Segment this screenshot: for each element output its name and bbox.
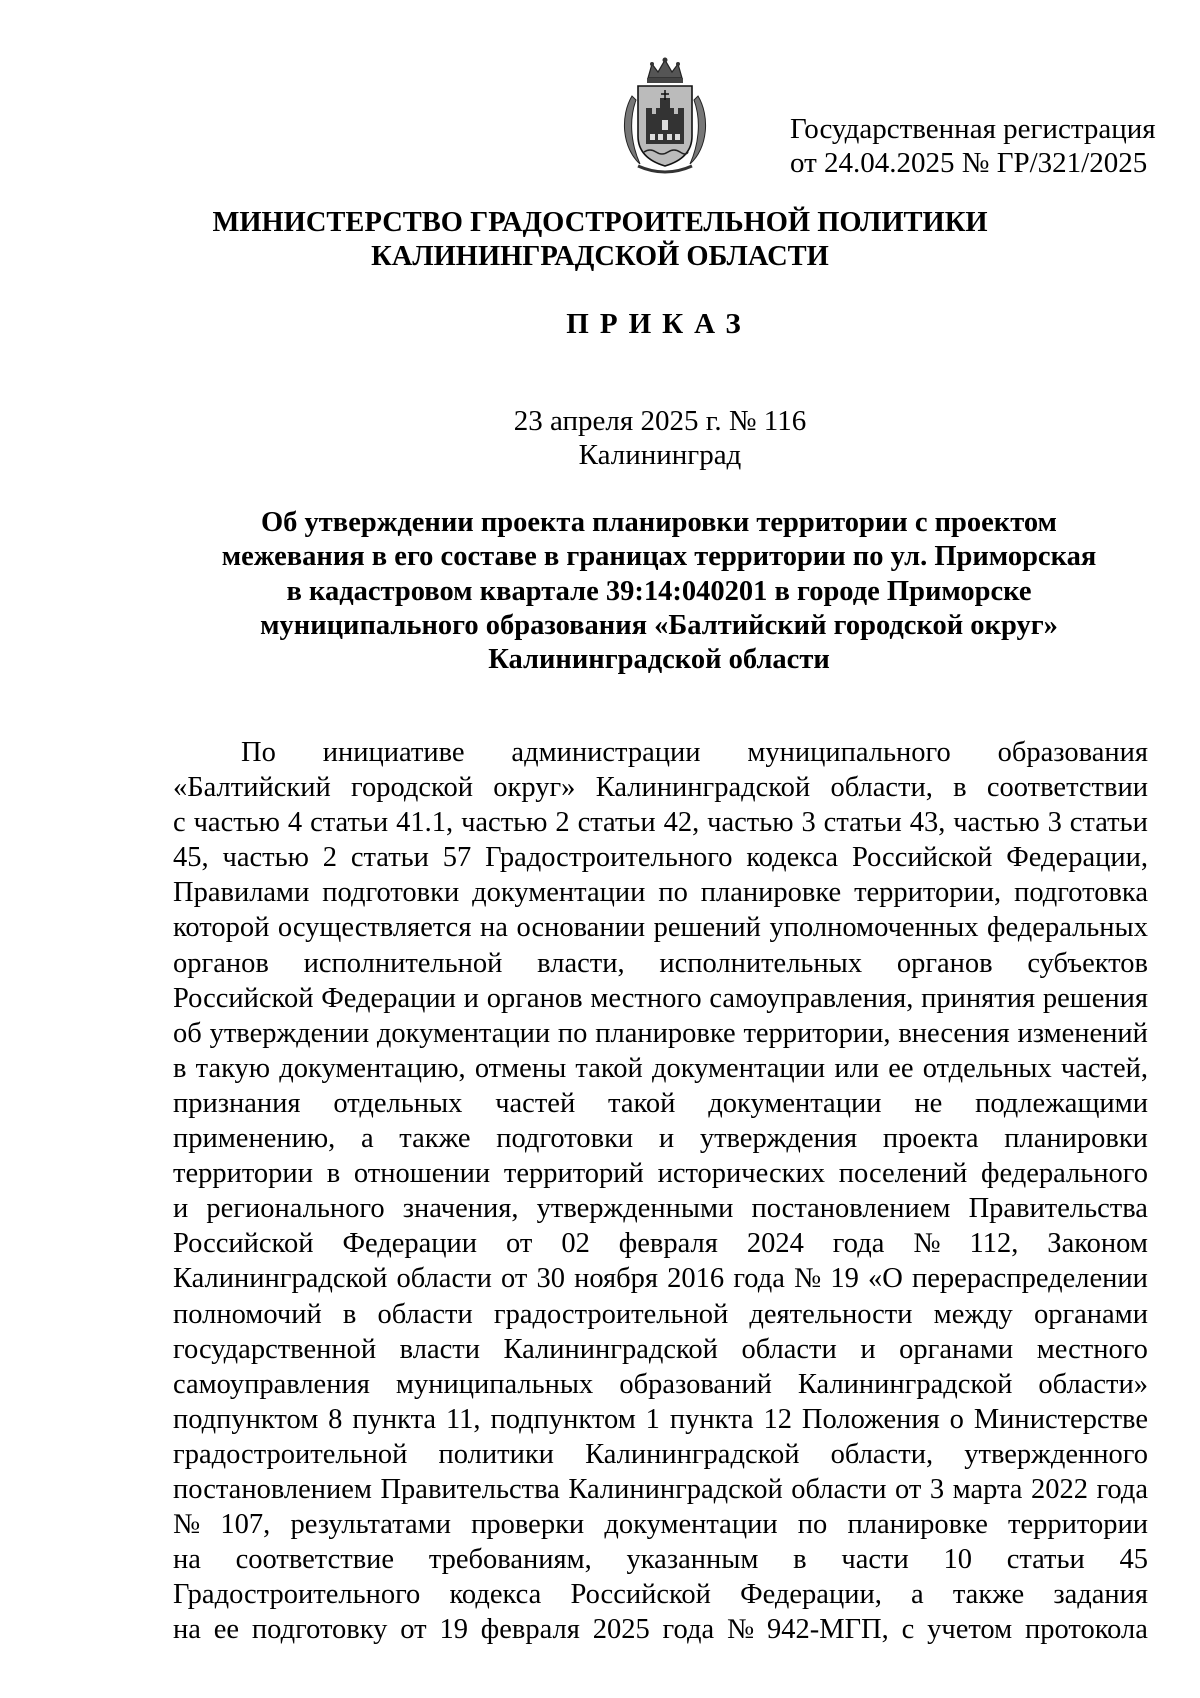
body-line: [173, 735, 1148, 770]
body-word: решения: [1042, 982, 1148, 1014]
body-word: органов: [896, 947, 993, 979]
body-word: в: [953, 772, 967, 804]
order-date-number: 23 апреля 2025 г. № 116: [513, 405, 807, 437]
body-word: частью: [193, 807, 280, 839]
body-word: постановлением: [173, 1473, 372, 1505]
body-line: [173, 770, 1148, 805]
body-word: «О: [868, 1263, 903, 1295]
registration-number: от 24.04.2025 № ГР/321/2025: [790, 147, 1148, 179]
title-line: Калининградской области: [488, 644, 830, 676]
body-word: деятельности: [749, 1298, 913, 1330]
body-line: [173, 1051, 1148, 1086]
body-word: документации: [708, 1087, 882, 1119]
body-word: местного: [590, 982, 702, 1014]
body-word: власти,: [537, 947, 625, 979]
body-word: которой: [173, 912, 270, 944]
body-word: и: [173, 1193, 189, 1225]
body-line: [173, 1577, 1148, 1612]
body-word: Калининградской: [503, 1333, 718, 1365]
body-word: частью: [461, 807, 548, 839]
body-line: [173, 1332, 1148, 1367]
body-word: документации: [376, 1017, 551, 1049]
body-word: Федерации,: [740, 1579, 882, 1611]
ministry-name: [0, 206, 1200, 274]
body-word: федеральных: [987, 912, 1148, 944]
body-line: [173, 1226, 1148, 1261]
order-title: [200, 506, 1118, 677]
body-word: в: [793, 1544, 807, 1576]
body-word: поселений: [838, 1158, 968, 1190]
body-word: 942-МГП,: [767, 1614, 889, 1646]
body-word: 3: [929, 1473, 945, 1505]
body-word: городской: [351, 772, 473, 804]
body-word: 45,: [173, 842, 209, 874]
body-word: Российской: [173, 1228, 314, 1260]
body-word: с: [901, 1614, 915, 1646]
body-word: Министерстве: [973, 1403, 1148, 1435]
body-word: инициативе: [322, 737, 465, 768]
body-word: «Балтийский: [173, 772, 331, 804]
body-line: [173, 981, 1148, 1016]
body-word: ее: [888, 1052, 914, 1084]
body-word: градостроительной: [493, 1298, 729, 1330]
body-word: и: [860, 1333, 876, 1365]
body-line: [173, 1507, 1148, 1542]
body-word: субъектов: [1027, 947, 1148, 979]
body-word: 43,: [909, 807, 946, 839]
body-word: признания: [173, 1087, 301, 1119]
body-word: 45: [1119, 1544, 1148, 1576]
body-word: отношении: [353, 1158, 491, 1190]
body-word: марта: [952, 1473, 1023, 1505]
body-word: 11,: [445, 1403, 481, 1435]
body-word: территории: [173, 1158, 313, 1190]
body-line: [173, 875, 1148, 910]
body-word: 4: [287, 807, 303, 839]
body-word: кодекса: [449, 1579, 542, 1611]
body-word: 112,: [969, 1228, 1019, 1260]
body-word: документации: [604, 1509, 778, 1541]
body-word: учетом: [927, 1614, 1013, 1646]
body-word: власти: [399, 1333, 480, 1365]
body-word: органов: [173, 947, 269, 979]
body-line: [173, 1191, 1148, 1226]
body-word: частей,: [1060, 1052, 1148, 1084]
body-word: ноября: [574, 1263, 659, 1295]
body-word: Калининградской: [585, 1438, 800, 1470]
body-word: исполнительной: [303, 947, 503, 979]
body-word: документацию,: [279, 1052, 466, 1084]
body-word: по: [557, 1017, 588, 1049]
body-word: области,: [830, 1438, 934, 1470]
body-word: №: [173, 1509, 201, 1541]
body-word: 3: [801, 807, 816, 839]
body-word: 19: [439, 1614, 468, 1646]
body-word: администрации: [511, 737, 701, 768]
body-word: частей: [495, 1087, 576, 1119]
body-line: [173, 840, 1148, 875]
ministry-line-2: КАЛИНИНГРАДСКОЙ ОБЛАСТИ: [371, 241, 829, 272]
body-word: Положения: [801, 1403, 940, 1435]
body-word: об: [173, 1017, 202, 1049]
body-word: №: [913, 1228, 941, 1260]
body-word: полномочий: [173, 1298, 322, 1330]
body-word: 19: [830, 1263, 859, 1295]
body-word: области»: [1038, 1368, 1148, 1400]
body-word: от: [506, 1228, 533, 1260]
title-line: Об утверждении проекта планировки территории с проектом: [261, 507, 1057, 538]
body-word: о: [949, 1403, 964, 1435]
body-word: №: [794, 1263, 822, 1295]
body-word: области: [741, 1333, 837, 1365]
state-registration: [790, 112, 1170, 180]
body-word: результатами: [290, 1509, 451, 1541]
body-word: статьи: [1006, 1544, 1085, 1576]
body-word: 2016: [667, 1263, 725, 1295]
body-line: [173, 1367, 1148, 1402]
coat-of-arms-icon: [618, 56, 712, 174]
body-word: изменений: [1017, 1017, 1148, 1049]
body-line: [173, 1437, 1148, 1472]
body-word: Правительства: [968, 1193, 1148, 1225]
body-word: 107,: [220, 1509, 271, 1541]
body-word: Российской: [570, 1579, 711, 1611]
body-word: февраля: [480, 1614, 580, 1646]
body-line: [173, 1261, 1148, 1296]
body-line: [173, 805, 1148, 840]
body-word: основании: [516, 912, 646, 944]
body-word: от: [400, 1614, 427, 1646]
body-word: 2024: [746, 1228, 804, 1260]
body-word: подготовку: [251, 1614, 388, 1646]
body-word: 8: [328, 1403, 343, 1435]
body-line: [173, 1402, 1148, 1437]
body-word: принятия: [921, 982, 1036, 1014]
body-word: утвержденными: [536, 1193, 734, 1225]
body-word: Градостроительного: [485, 842, 733, 874]
body-word: 2: [555, 807, 570, 839]
order-city: Калининград: [578, 439, 742, 471]
body-word: кодекса: [746, 842, 839, 874]
body-word: округ»: [493, 772, 576, 804]
body-word: Правилами: [173, 877, 310, 909]
body-line: [173, 1472, 1148, 1507]
body-word: 42,: [663, 807, 700, 839]
body-word: на: [173, 1614, 201, 1646]
body-word: по: [797, 1509, 828, 1541]
body-word: территории,: [743, 1017, 891, 1049]
body-word: протокола: [1025, 1614, 1148, 1646]
body-word: 12: [763, 1403, 792, 1435]
body-word: образования: [997, 737, 1148, 768]
body-word: территорий: [503, 1158, 644, 1190]
body-word: в: [173, 1052, 187, 1084]
body-line: [173, 1016, 1148, 1051]
body-word: 1: [645, 1403, 660, 1435]
body-word: от: [500, 1263, 528, 1295]
body-line: [173, 1156, 1148, 1191]
body-word: указанным: [626, 1544, 759, 1576]
body-word: статьи: [823, 807, 902, 839]
body-word: утвержденного: [964, 1438, 1148, 1470]
body-word: пункта: [669, 1403, 754, 1435]
ministry-line-1: МИНИСТЕРСТВО ГРАДОСТРОИТЕЛЬНОЙ ПОЛИТИКИ: [212, 207, 988, 238]
body-word: отдельных: [333, 1087, 463, 1119]
body-line: [173, 1121, 1148, 1156]
body-word: соответствие: [235, 1544, 395, 1576]
body-word: статьи: [350, 842, 429, 874]
body-word: внесения: [898, 1017, 1010, 1049]
body-word: на: [173, 1544, 201, 1576]
body-word: 30: [536, 1263, 565, 1295]
body-word: градостроительной: [173, 1438, 408, 1470]
body-word: постановлением: [751, 1193, 951, 1225]
body-word: Градостроительного: [173, 1579, 421, 1611]
body-word: территории: [1008, 1509, 1148, 1541]
body-word: самоуправления: [173, 1368, 370, 1400]
body-word: значения,: [402, 1193, 519, 1225]
body-word: частью: [222, 842, 309, 874]
body-word: соответствии: [986, 772, 1148, 804]
body-word: отмены: [474, 1052, 567, 1084]
body-word: осуществляется: [277, 912, 472, 944]
body-word: планировки: [1004, 1123, 1148, 1155]
body-word: 02: [561, 1228, 590, 1260]
body-word: 3: [1047, 807, 1062, 839]
date-and-place: [0, 404, 1200, 472]
body-word: документации: [472, 877, 646, 909]
body-word: а: [360, 1123, 374, 1155]
body-word: на: [480, 912, 508, 944]
body-word: Федерации,: [1006, 842, 1148, 874]
body-word: Законом: [1047, 1228, 1148, 1260]
title-line: муниципального образования «Балтийский городской округ»: [260, 609, 1058, 641]
body-word: подпунктом: [490, 1403, 636, 1435]
body-word: части: [841, 1544, 909, 1576]
body-word: по: [658, 877, 688, 909]
body-word: планировке: [595, 1017, 736, 1049]
body-word: 2025: [592, 1614, 650, 1646]
body-word: области: [377, 1298, 473, 1330]
body-word: года: [1096, 1473, 1148, 1505]
body-word: муниципальных: [395, 1368, 594, 1400]
body-word: утверждении: [209, 1017, 370, 1049]
body-word: области: [791, 1473, 887, 1505]
body-word: февраля: [618, 1228, 718, 1260]
document-type: ПРИКАЗ: [566, 308, 752, 340]
body-word: применению,: [173, 1123, 336, 1155]
body-word: пункта: [352, 1403, 437, 1435]
body-word: Калининградской: [173, 1263, 388, 1295]
body-word: области: [396, 1263, 492, 1295]
body-word: а: [911, 1579, 924, 1611]
body-word: регионального: [206, 1193, 385, 1225]
body-word: планировке: [847, 1509, 988, 1541]
body-word: ее: [213, 1614, 240, 1646]
body-word: решений: [653, 912, 761, 944]
body-word: 10: [943, 1544, 972, 1576]
body-word: такой: [608, 1087, 676, 1119]
order-body-paragraph: [173, 735, 1148, 1647]
body-line: [173, 1086, 1148, 1121]
body-word: территории,: [854, 877, 1002, 909]
body-word: также: [399, 1123, 471, 1155]
body-word: 57: [442, 842, 472, 874]
body-word: частью: [953, 807, 1040, 839]
body-word: с: [173, 807, 186, 839]
body-word: статьи: [577, 807, 656, 839]
body-word: Калининградской: [568, 1473, 783, 1505]
body-word: в: [342, 1298, 357, 1330]
body-word: Правительства: [380, 1473, 560, 1505]
body-word: проверки: [471, 1509, 585, 1541]
body-word: года: [733, 1263, 785, 1295]
body-word: отдельных: [922, 1052, 1052, 1084]
body-word: подготовки: [496, 1123, 634, 1155]
body-word: 41.1,: [396, 807, 454, 839]
registration-label: Государственная регистрация: [790, 113, 1156, 145]
body-line: [173, 1297, 1148, 1332]
body-word: подлежащими: [975, 1087, 1148, 1119]
body-word: самоуправления,: [709, 982, 914, 1014]
body-word: планировке: [700, 877, 842, 909]
body-word: Российской: [851, 842, 993, 874]
body-word: органов: [486, 982, 583, 1014]
body-line: [173, 1542, 1148, 1577]
body-word: и: [463, 982, 479, 1014]
body-word: политики: [438, 1438, 554, 1470]
body-line: [173, 946, 1148, 981]
body-word: перераспределении: [911, 1263, 1148, 1295]
body-word: статьи: [310, 807, 389, 839]
body-word: органами: [1033, 1298, 1148, 1330]
body-line: [173, 1612, 1148, 1647]
body-word: в: [326, 1158, 341, 1190]
body-word: утверждения: [699, 1123, 858, 1155]
body-word: года: [662, 1614, 715, 1646]
title-line: межевания в его составе в границах территории по ул. Приморская: [221, 541, 1097, 573]
body-word: Калининградской: [595, 772, 811, 804]
body-word: По: [241, 737, 276, 768]
body-word: 2022: [1030, 1473, 1088, 1505]
body-word: подготовка: [1014, 877, 1148, 909]
body-word: требованиям,: [428, 1544, 592, 1576]
body-word: Российской: [173, 982, 314, 1014]
body-word: образований: [619, 1368, 772, 1400]
body-word: между: [933, 1298, 1013, 1330]
body-word: задания: [1053, 1579, 1148, 1611]
body-word: года: [832, 1228, 885, 1260]
body-line: [173, 910, 1148, 945]
body-word: документации: [651, 1052, 826, 1084]
body-word: частью: [707, 807, 794, 839]
body-word: государственной: [173, 1333, 377, 1365]
body-word: от: [895, 1473, 922, 1505]
title-line: в кадастровом квартале 39:14:040201 в городе Приморске: [286, 575, 1032, 607]
body-word: области,: [830, 772, 933, 804]
body-word: уполномоченных: [769, 912, 979, 944]
body-word: статьи: [1069, 807, 1148, 839]
body-word: федерального: [981, 1158, 1148, 1190]
body-word: Федерации: [321, 982, 456, 1014]
body-word: не: [914, 1087, 943, 1119]
body-word: подпунктом: [173, 1403, 319, 1435]
body-word: и: [658, 1123, 675, 1155]
body-word: такой: [575, 1052, 643, 1084]
body-word: подготовки: [322, 877, 460, 909]
body-word: или: [834, 1052, 880, 1084]
body-word: Федерации: [342, 1228, 478, 1260]
body-word: проекта: [882, 1123, 979, 1155]
body-word: исторических: [657, 1158, 825, 1190]
body-word: такую: [195, 1052, 271, 1084]
body-word: 2: [322, 842, 337, 874]
body-word: исполнительных: [659, 947, 863, 979]
body-word: муниципального: [747, 737, 951, 768]
body-word: местного: [1036, 1333, 1148, 1365]
body-word: также: [952, 1579, 1025, 1611]
body-word: Калининградской: [797, 1368, 1013, 1400]
body-word: №: [726, 1614, 755, 1646]
body-word: органами: [899, 1333, 1014, 1365]
